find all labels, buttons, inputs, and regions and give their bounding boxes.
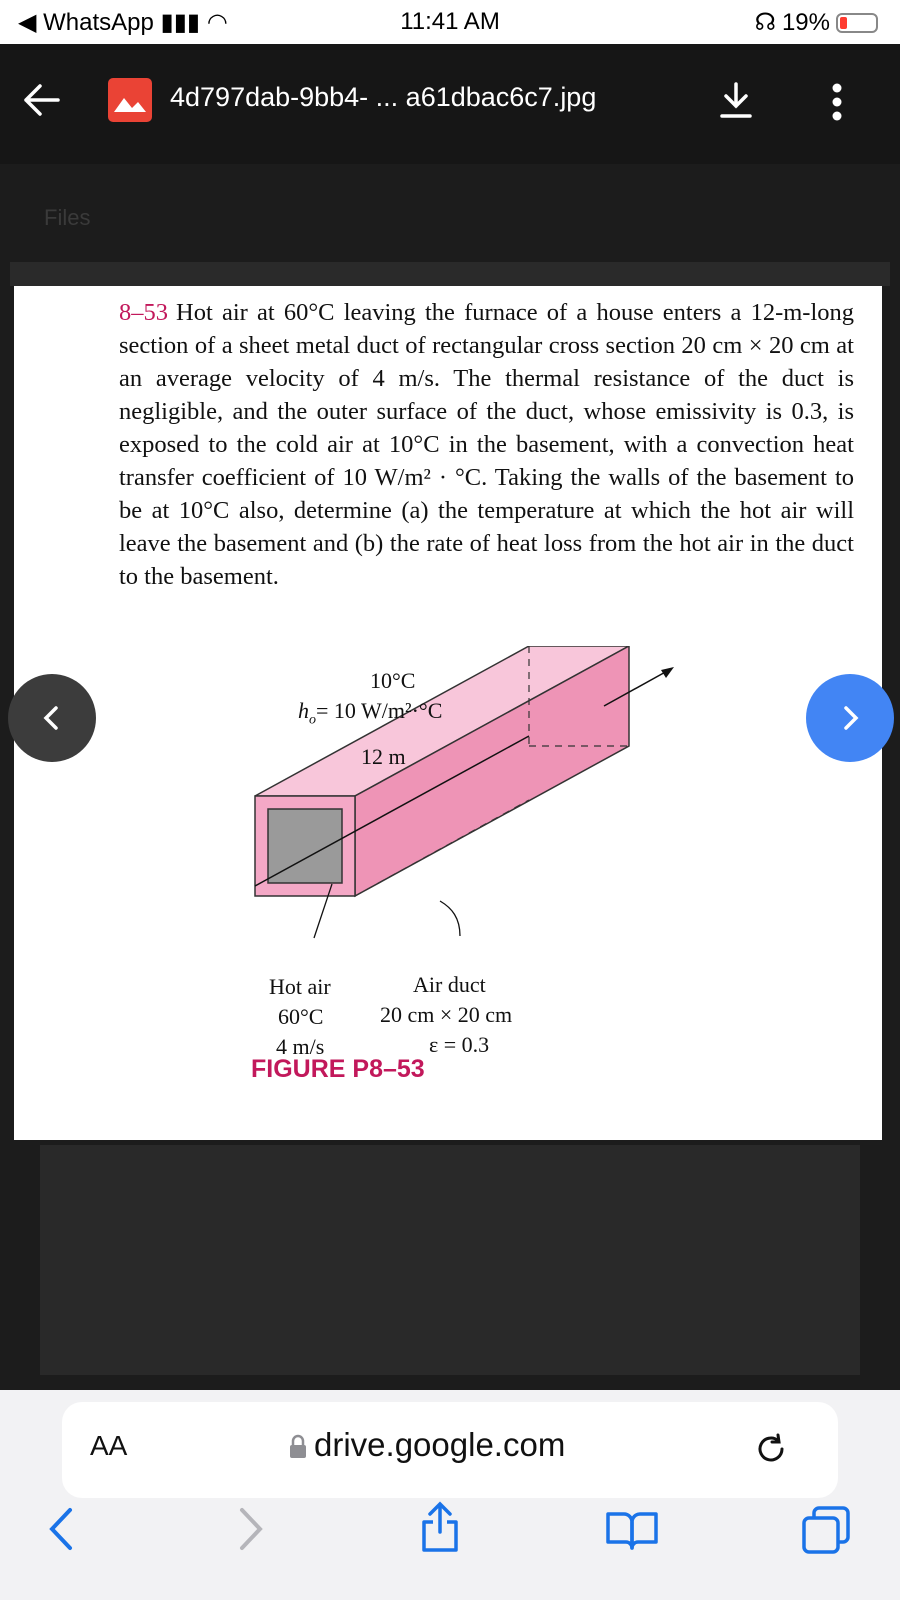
- back-to-app[interactable]: ◀ WhatsApp ▮▮▮ ◠: [18, 9, 228, 36]
- duct-opening: [268, 809, 342, 883]
- next-image-button[interactable]: [806, 674, 894, 762]
- reload-icon[interactable]: [754, 1432, 788, 1466]
- tabs-icon[interactable]: [800, 1504, 852, 1556]
- battery-percent: 19%: [781, 8, 830, 36]
- more-vertical-icon[interactable]: [830, 82, 844, 122]
- share-icon[interactable]: [420, 1500, 460, 1554]
- chevron-left-icon: [38, 704, 66, 732]
- filename: 4d797dab-9bb4- ... a61dbac6c7.jpg: [170, 82, 597, 112]
- status-bar: [0, 0, 900, 44]
- url-text[interactable]: drive.google.com: [314, 1426, 566, 1463]
- battery-icon: [836, 13, 878, 33]
- emissivity-label: ε = 0.3: [429, 1032, 490, 1057]
- signal-icon: ▮▮▮: [160, 9, 201, 36]
- bookmarks-icon[interactable]: [604, 1508, 660, 1552]
- problem-text: Hot air at 60°C leaving the furnace of a house enters a 12-m-long section of a sheet metal duct of rectangular cross section 20 cm × 20 cm at an average velocity of 4 m/s. The thermal resistance of the duct is negligible, and the outer surface of the duct, whose emissivity is 0.3, is exposed to the cold air at 10°C in the basement, with a convection heat transfer coefficient of 10 W/m² · °C. Taking the walls of the basement to be at 10°C also, determine (a) the temperature at which the hot air will leave the basement and (b) the rate of heat loss from the hot air in the duct to the basement.: [119, 299, 854, 590]
- duct-length: 12 m: [361, 744, 406, 769]
- viewer-top-bar: [0, 44, 900, 164]
- problem-text-block: [119, 296, 854, 593]
- air-duct-label: Air duct: [413, 972, 486, 997]
- outside-temperature: 10°C: [370, 668, 416, 693]
- document-image: [14, 286, 882, 1140]
- image-file-icon: [108, 78, 152, 122]
- reader-aa-button[interactable]: AA: [90, 1430, 128, 1461]
- files-label-background: Files: [44, 205, 91, 230]
- problem-number: 8–53: [119, 299, 168, 326]
- h-value: = 10 W/m²·°C: [316, 698, 443, 723]
- carrier-label: WhatsApp: [43, 9, 154, 36]
- h-subscript: o: [309, 712, 316, 728]
- h-symbol: h: [298, 698, 309, 723]
- hot-air-temperature: 60°C: [278, 1004, 324, 1029]
- hot-air-velocity: 4 m/s: [276, 1034, 325, 1059]
- duct-dimensions: 20 cm × 20 cm: [380, 1002, 513, 1027]
- status-right: [755, 8, 878, 37]
- back-icon[interactable]: [46, 1506, 76, 1552]
- forward-icon[interactable]: [236, 1506, 266, 1552]
- background-page-preview: [40, 1145, 860, 1375]
- headphones-icon: ☊: [754, 9, 776, 36]
- wifi-icon: ◠: [206, 9, 228, 36]
- lock-icon: [288, 1434, 308, 1460]
- hot-air-label: Hot air: [269, 974, 331, 999]
- download-icon[interactable]: [718, 80, 754, 120]
- back-arrow-icon[interactable]: [22, 82, 62, 118]
- previous-image-button[interactable]: [8, 674, 96, 762]
- status-time: 11:41 AM: [400, 8, 500, 35]
- figure-caption: FIGURE P8–53: [251, 1055, 425, 1083]
- chevron-right-icon: [836, 704, 864, 732]
- background-strip: [10, 262, 890, 286]
- convection-coefficient: [298, 698, 442, 728]
- address-bar[interactable]: [62, 1402, 838, 1498]
